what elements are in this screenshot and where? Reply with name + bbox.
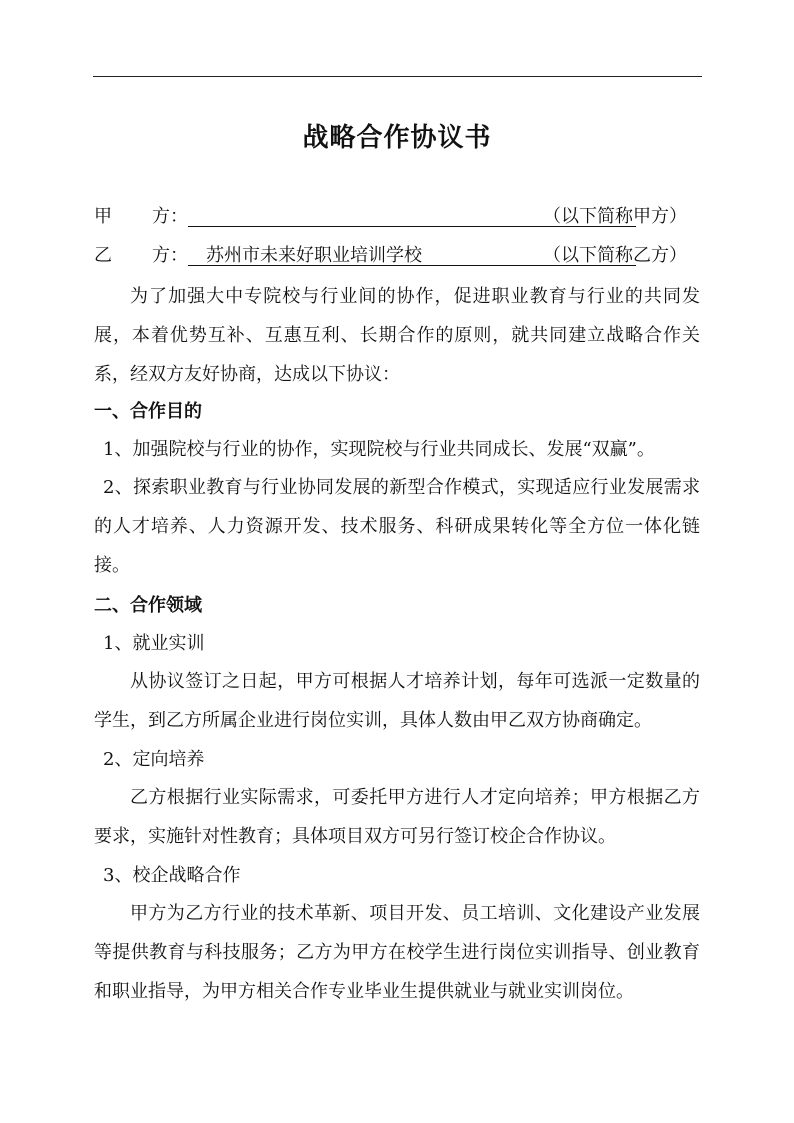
header-rule (93, 76, 702, 77)
section2-sub3-title: 3、校企战略合作 (103, 865, 241, 886)
section1-item2: 2、探索职业教育与行业协同发展的新型合作模式，实现适应行业发展需求的人才培养、人力资源开发、技术服务、科研成果转化等全方位一体化链接。 (94, 477, 700, 576)
party-b-name: 苏州市未来好职业培训学校 (206, 245, 422, 266)
intro-paragraph: 为了加强大中专院校与行业间的协作，促进职业教育与行业的共同发展，本着优势互补、互惠互利、长期合作的原则，就共同建立战略合作关系，经双方友好协商，达成以下协议： (94, 286, 700, 385)
section2-sub3-body: 甲方为乙方行业的技术革新、项目开发、员工培训、文化建设产业发展等提供教育与科技服务；乙方为甲方在校学生进行岗位实训指导、创业教育和职业指导，为甲方相关合作专业毕业生提供就业与就业实训岗位。 (94, 903, 700, 1002)
section2-sub1-body: 从协议签订之日起，甲方可根据人才培养计划，每年可选派一定数量的学生，到乙方所属企业进行岗位实训，具体人数由甲乙双方协商确定。 (94, 671, 700, 731)
section2-sub2-body: 乙方根据行业实际需求，可委托甲方进行人才定向培养；甲方根据乙方要求，实施针对性教育；具体项目双方可另行签订校企合作协议。 (94, 787, 700, 847)
party-b-line (94, 241, 714, 271)
party-b-suffix: （以下简称乙方） (543, 245, 687, 266)
party-b-label-suffix: 方： (152, 245, 188, 266)
party-a-label-suffix: 方： (152, 206, 188, 227)
section1-item1: 1、加强院校与行业的协作，实现院校与行业共同成长、发展“双赢”。 (103, 439, 655, 460)
section2-heading: 二、合作领域 (94, 595, 202, 616)
section1-heading: 一、合作目的 (94, 401, 202, 422)
party-a-label: 甲 (94, 206, 112, 227)
section2-sub2-title: 2、定向培养 (103, 749, 205, 770)
section2-sub1-title: 1、就业实训 (103, 633, 205, 654)
party-b-label: 乙 (94, 245, 112, 266)
document-title: 战略合作协议书 (302, 123, 492, 153)
party-a-line (94, 202, 714, 232)
party-a-suffix: （以下简称甲方） (543, 206, 687, 227)
